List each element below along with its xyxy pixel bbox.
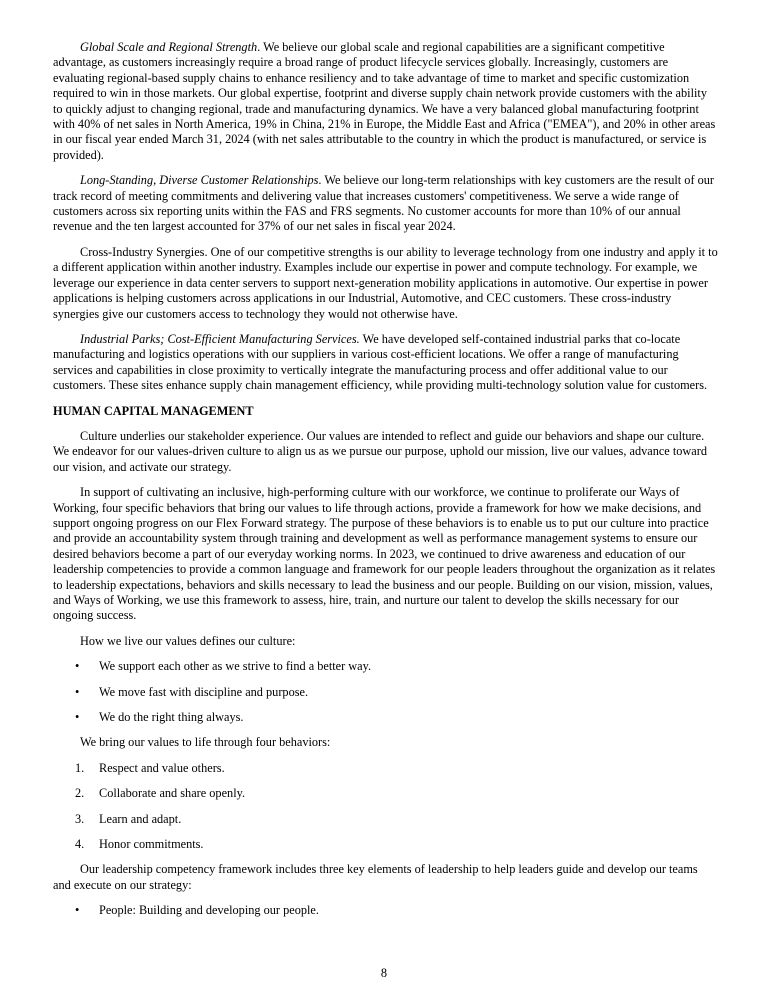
page-number: 8 [380,966,388,980]
list-number: 1. [75,760,85,775]
values-intro: How we live our values defines our culture: [80,633,296,648]
list-item: 4. Honor commitments. [75,837,204,852]
paragraph-industrial-parks [53,332,718,394]
behaviors-intro: We bring our values to life through four behaviors: [80,735,331,750]
paragraph-body: We have developed self-contained industrial parks that co-locate manufacturing and logistics operations with our suppliers in various cost-efficient locations. We offer a range of manufacturing services and capabilities in close proximity to vertically integrate the manufacturing process and offer additional value to our customers. These sites enhance supply chain management efficiency, while providing multi-technology solution value for customers. [53,331,708,393]
bullet: • [75,684,80,699]
list-item: • We support each other as we strive to find a better way. [75,659,372,674]
list-item: • We move fast with discipline and purpose. [75,684,309,699]
paragraph-title: Global Scale and Regional Strength [80,40,258,54]
paragraph-leadership-intro: Our leadership competency framework includes three key elements of leadership to help leaders guide and develop our teams and execute on our strategy: [53,862,698,892]
list-item: 2. Collaborate and share openly. [75,786,246,801]
paragraph-body: . We believe our long-term relationships with key customers are the result of our track record of meeting commitments and delivering value that increases customers' competitiveness. We serve a wide range of customers across six reporting units within the FAS and FRS segments. No customer accounts for more than 10% of our annual revenue and the ten largest accounted for 37% of our net sales in fiscal year 2024. [53,173,715,234]
document-page [53,40,718,929]
bullet: • [75,903,80,918]
paragraph-body: . We believe our global scale and regional capabilities are a significant competitive advantage, as customers increasingly require a broad range of product lifecycle services globally. Increasingly, customers are evaluating regional-based supply chains to enhance resiliency and to take advantage of time to market and specific customization required to win in those markets. Our global expertise, footprint and diverse supply chain network provide customers with the ability to quickly adjust to changing regional, trade and manufacturing dynamics. We have a very balanced global manufacturing footprint with 40% of net sales in North America, 19% in China, 21% in Europe, the Middle East and Africa ("EMEA"), and 20% in other areas in our fiscal year ended March 31, 2024 (with net sales attributable to the country in which the product is manufactured, or service is provided). [53,40,716,162]
list-item: • We do the right thing always. [75,710,244,725]
bullet: • [75,710,80,725]
paragraph-cross-industry: Cross-Industry Synergies. One of our competitive strengths is our ability to leverage technology from one industry and apply it to a different application within another industry. Examples include our expertise in power and compute technology. For example, we leverage our experience in data center servers to support next-generation mobility applications in automotive. Our expertise in power applications is helping customers across applications in our Industrial, Automotive, and CEC customers. These cross-industry synergies give our customers access to technology they would not otherwise have. [53,244,718,321]
paragraph-customer-relationships [53,173,718,235]
values-list [53,659,718,725]
paragraph-culture: Culture underlies our stakeholder experience. Our values are intended to reflect and guide our behaviors and shape our culture. We endeavor for our values-driven culture to align us as we pursue our purpose, uphold our mission, live our values, advance toward our vision, and activate our strategy. [53,428,707,474]
leadership-list [53,903,718,918]
list-number: 4. [75,837,85,852]
paragraph-inclusive-culture: In support of cultivating an inclusive, high-performing culture with our workforce, we continue to proliferate our Ways of Working, four specific behaviors that bring our values to life through actions, provide a framework for how we make decisions, and support ongoing progress on our Flex Forward strategy. The purpose of these behaviors is to enable us to put our culture into practice and provide an accountability system through training and development as well as performance management systems to ensure our desired behaviors become a part of our everyday working norms. In 2023, we continued to drive awareness and education of our leadership competencies to provide a common language and framework for our people leaders throughout the organization as it relates to leadership expectations, behaviors and skills necessary to lead the business and our people. Building on our vision, mission, values, and Ways of Working, we use this framework to assess, hire, train, and nurture our talent to develop the skills necessary for our ongoing success. [53,485,716,623]
behaviors-list [53,761,718,853]
paragraph-title: Long-Standing, Diverse Customer Relationships [80,173,319,188]
list-item: • People: Building and developing our people. [75,903,319,918]
paragraph-title: Industrial Parks; Cost-Efficient Manufacturing Services. [80,331,360,346]
section-heading: HUMAN CAPITAL MANAGEMENT [53,403,254,418]
list-number: 2. [75,786,85,801]
paragraph-global-scale [53,40,718,163]
list-item: 3. Learn and adapt. [75,811,182,826]
list-item: 1. Respect and value others. [75,760,225,775]
list-number: 3. [75,811,85,826]
bullet: • [75,659,80,674]
